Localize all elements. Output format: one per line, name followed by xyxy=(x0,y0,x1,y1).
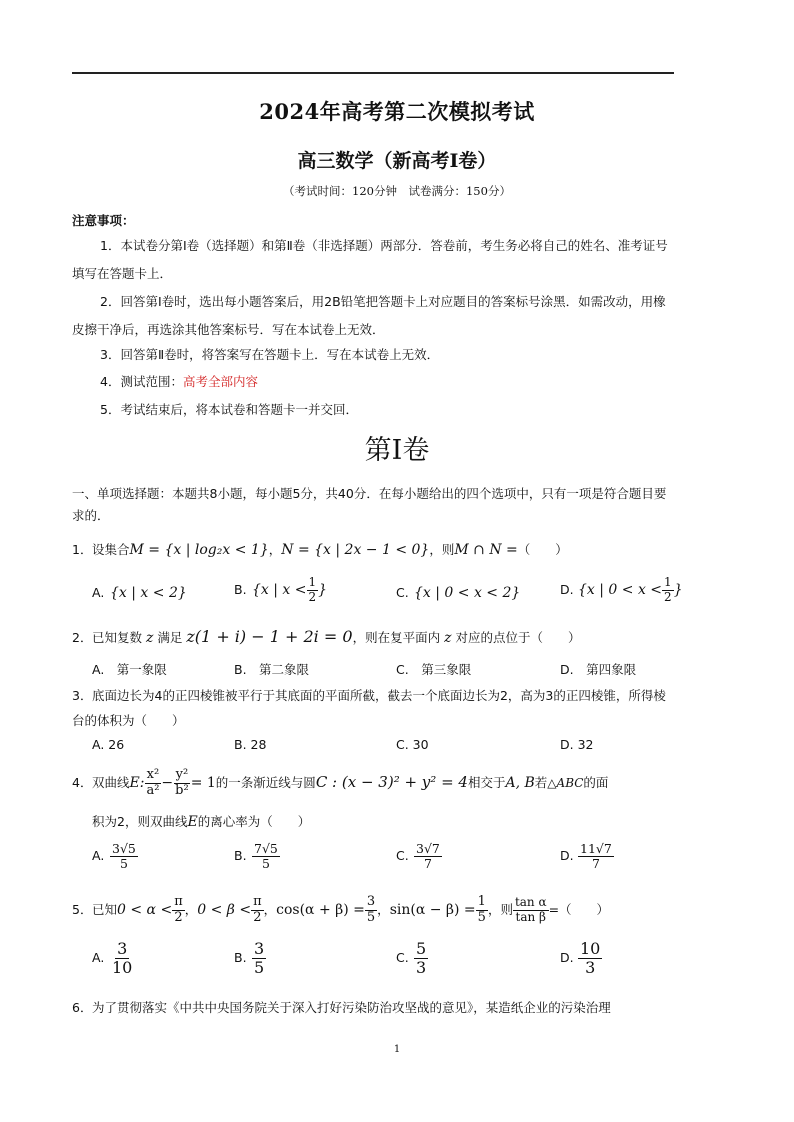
exam-info: （考试时间：120分钟 试卷满分：150分） xyxy=(283,184,511,198)
option-letter: A. xyxy=(92,585,105,600)
q3-option-a[interactable]: A. 26 xyxy=(92,737,125,752)
note-item-1: 1．本试卷分第Ⅰ卷（选择题）和第Ⅱ卷（非选择题）两部分．答卷前，考生务必将自己的姓名、准考证号填写在答题卡上． xyxy=(72,238,668,281)
q4-option-b-fraction xyxy=(252,842,280,872)
page-number: 1 xyxy=(393,1044,401,1055)
denominator: 2 xyxy=(253,910,262,925)
q3-option-b[interactable]: B. 28 xyxy=(234,737,267,752)
q5-condition-alpha: 0 < α < xyxy=(117,902,173,918)
q2-text-c: ，则在复平面内 xyxy=(352,630,441,645)
fraction-tan-ratio xyxy=(513,896,549,925)
q5-condition-beta: 0 < β < xyxy=(197,902,252,918)
fraction-1-5 xyxy=(476,895,488,926)
notes-heading: 注意事项： xyxy=(72,213,135,228)
q2-text-b: 满足 xyxy=(157,630,183,645)
question-4-line-1 xyxy=(72,762,678,803)
q1-option-c-value: {x | 0 < x < 2} xyxy=(414,585,521,601)
q1-set-m: M = {x | log₂x < 1} xyxy=(129,542,269,558)
q5-option-d[interactable] xyxy=(560,940,602,978)
question-number: 3． xyxy=(72,688,93,703)
q2-text-d: 对应的点位于（ ） xyxy=(455,630,581,645)
q1-set-n: N = {x | 2x − 1 < 0} xyxy=(281,542,430,558)
denominator: 5 xyxy=(366,910,376,925)
q4-text-b: 的一条渐近线与圆 xyxy=(215,775,316,790)
numerator: π xyxy=(174,894,183,910)
note-item-4-label: 4．测试范围： xyxy=(100,374,183,389)
q2-equation: z(1 + i) − 1 + 2i = 0 xyxy=(186,627,353,646)
q4-text-g: 的离心率为（ ） xyxy=(197,814,311,829)
q4-triangle: △ABC xyxy=(547,776,584,790)
q1-option-a-value: {x | x < 2} xyxy=(110,585,187,601)
q5-option-a-fraction xyxy=(110,940,134,978)
q2-option-a[interactable]: A. 第一象限 xyxy=(92,662,167,677)
q4-option-c-fraction xyxy=(414,842,442,872)
option-letter: D. xyxy=(560,950,574,966)
header-rule xyxy=(72,72,674,74)
q1-option-d[interactable] xyxy=(560,576,683,605)
denominator: 5 xyxy=(261,856,270,872)
numerator: 11√7 xyxy=(580,841,612,856)
q5-text-c: =（ ） xyxy=(548,902,610,917)
denominator: 3 xyxy=(416,958,427,978)
q2-option-c[interactable]: C. 第三象限 xyxy=(396,662,472,677)
numerator: 3√5 xyxy=(112,841,136,856)
q5-sin: sin(α − β) = xyxy=(389,902,476,918)
numerator: 1 xyxy=(477,894,486,910)
exam-subtitle: 高三数学（新高考Ⅰ卷） xyxy=(297,150,497,172)
q4-text-f: 积为2，则双曲线 xyxy=(92,814,188,829)
q1-text-d: （ ） xyxy=(517,542,568,557)
numerator: 1 xyxy=(308,575,317,589)
denominator: a² xyxy=(146,783,160,798)
fraction-x2-a2 xyxy=(144,768,161,799)
numerator: 3 xyxy=(117,939,128,958)
q4-option-d-fraction xyxy=(578,842,614,872)
q4-text-a: 双曲线 xyxy=(92,775,130,790)
q1-option-b-value: {x | x < xyxy=(252,581,307,598)
q5-text-b: ，则 xyxy=(487,902,513,917)
question-4-line-2 xyxy=(92,810,678,834)
question-number: 4． xyxy=(72,775,93,790)
denominator: 7 xyxy=(423,856,432,872)
fraction-one-half xyxy=(662,576,674,605)
numerator: 7√5 xyxy=(254,841,278,856)
separator: ， xyxy=(377,902,390,917)
q4-circle: C : (x − 3)² + y² = 4 xyxy=(315,773,468,791)
fraction-pi-over-2 xyxy=(251,895,264,926)
numerator: π xyxy=(253,894,262,910)
separator: ， xyxy=(263,902,277,917)
q4-option-a-fraction xyxy=(110,842,138,872)
q3-option-d[interactable]: D. 32 xyxy=(560,737,594,752)
question-number: 2． xyxy=(72,630,93,645)
q4-option-b[interactable] xyxy=(234,842,280,872)
q5-option-b-fraction xyxy=(252,940,266,978)
fraction-3-5 xyxy=(365,895,377,926)
q4-text-d: 若 xyxy=(534,775,548,790)
question-2 xyxy=(72,625,678,650)
option-letter: A. xyxy=(92,950,105,966)
q5-cos: cos(α + β) = xyxy=(276,902,365,918)
denominator: tan β xyxy=(515,910,546,924)
q2-var-z: z xyxy=(444,630,452,646)
question-number: 1． xyxy=(72,542,93,557)
brace-close: } xyxy=(673,581,683,598)
q5-option-d-fraction xyxy=(578,940,602,978)
denominator: 2 xyxy=(308,589,317,604)
denominator: 5 xyxy=(119,856,128,872)
option-letter: B. xyxy=(234,581,247,597)
question-3 xyxy=(72,683,678,733)
option-letter: D. xyxy=(560,848,574,864)
q4-points: A, B xyxy=(505,775,535,791)
numerator: y² xyxy=(175,767,189,783)
q3-option-c[interactable]: C. 30 xyxy=(396,737,429,752)
q5-option-b[interactable] xyxy=(234,940,266,978)
denominator: b² xyxy=(175,783,189,798)
q4-text-c: 相交于 xyxy=(467,775,506,790)
q3-text: 底面边长为4的正四棱锥被平行于其底面的平面所截，截去一个底面边长为2，高为3的正四棱锥，所得棱台的体积为（ ） xyxy=(72,688,666,728)
denominator: 5 xyxy=(477,910,486,925)
denominator: 7 xyxy=(591,856,600,872)
numerator: tan α xyxy=(514,895,547,910)
denominator: 5 xyxy=(254,958,265,978)
q1-option-b[interactable] xyxy=(234,576,327,605)
q2-option-d[interactable]: D. 第四象限 xyxy=(560,662,637,677)
numerator: 3 xyxy=(254,939,265,958)
option-letter: C. xyxy=(396,950,409,966)
q5-option-c[interactable] xyxy=(396,940,428,978)
question-number: 5． xyxy=(72,902,93,917)
brace-close: } xyxy=(318,581,328,598)
numerator: x² xyxy=(146,767,160,783)
q5-option-c-fraction xyxy=(414,940,428,978)
option-letter: C. xyxy=(396,585,409,600)
note-item-4 xyxy=(72,368,676,396)
option-letter: C. xyxy=(396,848,409,864)
q4-e-label: E: xyxy=(129,775,145,791)
numerator: 5 xyxy=(416,939,427,958)
option-letter: D. xyxy=(560,581,574,597)
question-1 xyxy=(72,538,678,562)
fraction-y2-b2 xyxy=(173,768,191,799)
q1-option-a[interactable] xyxy=(92,585,187,601)
q1-option-d-value: {x | 0 < x < xyxy=(578,581,663,598)
numerator: 3√7 xyxy=(416,841,440,856)
numerator: 3 xyxy=(366,894,376,910)
q1-text-b: ， xyxy=(268,542,282,557)
scope-highlight: 高考全部内容 xyxy=(182,374,258,389)
q4-option-c[interactable] xyxy=(396,842,442,872)
note-item-5: 5．考试结束后，将本试卷和答题卡一并交回． xyxy=(100,402,358,417)
numerator: 10 xyxy=(580,939,601,958)
exam-title: 2024年高考第二次模拟考试 xyxy=(259,99,535,124)
q5-option-a[interactable] xyxy=(92,940,134,978)
q1-option-c[interactable] xyxy=(396,585,520,601)
numerator: 1 xyxy=(664,575,672,589)
q2-option-b[interactable]: B. 第二象限 xyxy=(234,662,310,677)
note-item-3: 3．回答第Ⅱ卷时，将答案写在答题卡上．写在本试卷上无效． xyxy=(100,347,440,362)
section-title: 第Ⅰ卷 xyxy=(364,435,430,466)
q2-text-a: 已知复数 xyxy=(92,630,143,645)
q4-text-e: 的面 xyxy=(583,775,609,790)
denominator: 3 xyxy=(585,958,596,978)
q6-text: 为了贯彻落实《中共中央国务院关于深入打好污染防治攻坚战的意见》，某造纸企业的污染治理 xyxy=(92,1000,611,1015)
denominator: 10 xyxy=(112,958,133,978)
q1-text-a: 设集合 xyxy=(92,542,130,557)
q1-intersect: M ∩ N = xyxy=(454,542,518,558)
q2-var-z: z xyxy=(146,630,154,646)
option-letter: A. xyxy=(92,848,105,864)
q4-var-e: E xyxy=(187,814,198,830)
question-5 xyxy=(72,890,678,930)
q4-option-a[interactable] xyxy=(92,842,138,872)
part-one-heading: 一、单项选择题：本题共8小题，每小题5分，共40分．在每小题给出的四个选项中，只有一项是符合题目要求的． xyxy=(72,486,667,523)
separator: ， xyxy=(184,902,198,917)
equals-one: = 1 xyxy=(190,775,216,791)
denominator: 2 xyxy=(664,589,672,604)
fraction-pi-over-2 xyxy=(172,895,185,926)
question-6 xyxy=(72,996,678,1020)
q1-text-c: ，则 xyxy=(429,542,455,557)
option-letter: B. xyxy=(234,848,247,864)
option-letter: B. xyxy=(234,950,247,966)
q5-text-a: 已知 xyxy=(92,902,118,917)
denominator: 2 xyxy=(174,910,183,925)
q4-option-d[interactable] xyxy=(560,842,614,872)
question-number: 6． xyxy=(72,1000,93,1015)
fraction-one-half xyxy=(307,576,319,605)
note-item-2: 2．回答第Ⅰ卷时，选出每小题答案后，用2B铅笔把答题卡上对应题目的答案标号涂黑．如需改动，用橡皮擦干净后，再选涂其他答案标号．写在本试卷上无效． xyxy=(72,294,666,337)
minus-sign: − xyxy=(161,775,174,791)
